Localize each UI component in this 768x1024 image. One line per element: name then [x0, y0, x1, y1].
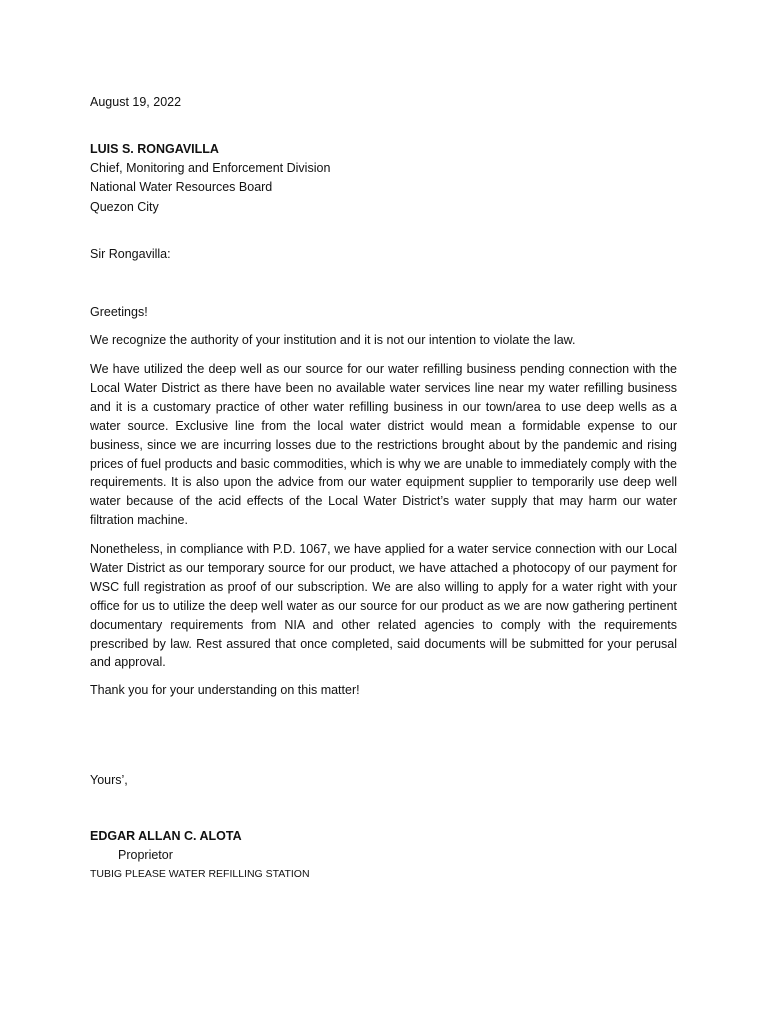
- letter-date: August 19, 2022: [90, 95, 182, 109]
- paragraph-intro: We recognize the authority of your institution and it is not our intention to violate the law.: [90, 333, 576, 347]
- recipient-name: LUIS S. RONGAVILLA: [90, 142, 219, 156]
- recipient-title: Chief, Monitoring and Enforcement Division: [90, 161, 331, 175]
- paragraph-compliance: Nonetheless, in compliance with P.D. 1067, we have applied for a water service connection with our Local Water District as our temporary source for our product, we have attached a photocopy of our payment for WSC full registration as proof of our subscription. We are also willing to apply for a water right with your office for us to utilize the deep well water as our source for our product as we are now gathering pertinent documentary requirements from NIA and other related agencies to comply with the requirements prescribed by law. Rest assured that once completed, said documents will be submitted for your perusal and approval.: [90, 542, 677, 670]
- greeting: Greetings!: [90, 305, 148, 319]
- recipient-organization: National Water Resources Board: [90, 180, 273, 194]
- sender-business: TUBIG PLEASE WATER REFILLING STATION: [90, 868, 310, 880]
- salutation: Sir Rongavilla:: [90, 247, 171, 261]
- recipient-city: Quezon City: [90, 200, 159, 214]
- sender-title: Proprietor: [118, 848, 173, 862]
- paragraph-thanks: Thank you for your understanding on this matter!: [90, 683, 360, 697]
- sender-name: EDGAR ALLAN C. ALOTA: [90, 829, 242, 843]
- paragraph-explanation: We have utilized the deep well as our source for our water refilling business pending connection with the Local Water District as there have been no available water services line near my water refilling business and it is a customary practice of other water refilling business in our town/area to use deep wells as a water source. Exclusive line from the local water district would mean a formidable expense to our business, since we are incurring losses due to the restrictions brought about by the pandemic and rising prices of fuel products and basic commodities, which is why we are unable to immediately comply with the requirements. It is also upon the advice from our water equipment supplier to temporarily use deep well water because of the acid effects of the Local Water District’s water supply that may harm our water filtration machine.: [90, 362, 677, 528]
- closing: Yours’,: [90, 773, 128, 787]
